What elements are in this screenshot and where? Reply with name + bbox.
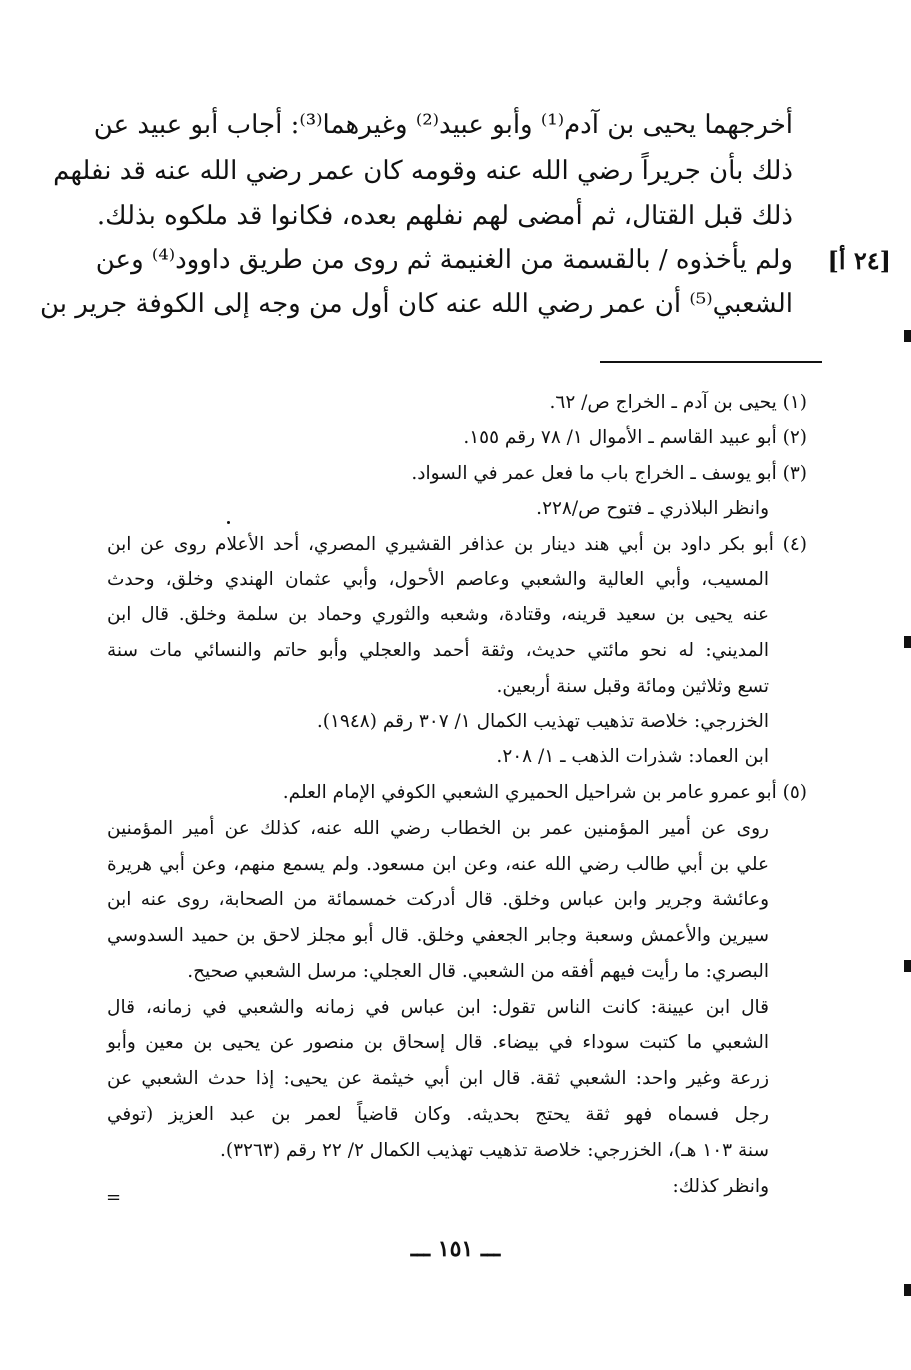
footnote-line: (١) يحيى بن آدم ـ الخراج ص/ ٦٢. xyxy=(549,392,807,413)
footnote-line: الخزرجي: خلاصة تذهيب تهذيب الكمال ١/ ٣٠٧ رقم (١٩٤٨). xyxy=(316,711,769,732)
folio-margin-note: [٢٤ أ] xyxy=(827,246,891,275)
footnote-line: وعائشة وجرير وابن عباس وخلق. قال أدركت خمسمائة من الصحابة، روى عنه ابن xyxy=(107,889,769,910)
footnote-line: (٤) أبو بكر داود بن أبي هند دينار بن عذافر القشيري المصري، أحد الأعلام روى عن ابن xyxy=(107,534,807,555)
footnote-line: ابن العماد: شذرات الذهب ـ ١/ ٢٠٨. xyxy=(496,746,769,767)
scan-edge-mark xyxy=(904,960,911,972)
footnote-line: روى عن أمير المؤمنين عمر بن الخطاب رضي الله عنه، كذلك عن أمير المؤمنين xyxy=(107,818,769,839)
footnote-line: علي بن أبي طالب رضي الله عنه، وعن ابن مسعود. ولم يسمع منهم، وعن أبي هريرة xyxy=(107,854,769,875)
scan-edge-mark xyxy=(904,330,911,342)
main-text-line: الشعبي⁽⁵⁾ أن عمر رضي الله عنه كان أول من وجه إلى الكوفة جرير بن xyxy=(39,289,793,319)
footnote-line: الشعبي ما كتبت سوداء في بيضاء. قال إسحاق بن منصور عن يحيى بن معين وأبو xyxy=(107,1032,769,1053)
footnote-line: وانظر كذلك: xyxy=(672,1176,769,1197)
footnote-line: (٣) أبو يوسف ـ الخراج باب ما فعل عمر في السواد. xyxy=(411,463,807,484)
footnote-line: المسيب، وأبي العالية والشعبي وعاصم الأحول، وأبي عثمان الهندي وخلق، وحدث xyxy=(107,569,769,590)
footnote-line: رجل فسماه فهو ثقة يحتج بحديثه. وكان قاضياً لعمر بن عبد العزيز (توفي xyxy=(107,1104,769,1125)
scan-edge-mark xyxy=(904,1284,911,1296)
main-text-line: ذلك بأن جريراً رضي الله عنه وقومه كان عمر رضي الله عنه قد نفلهم xyxy=(53,156,793,186)
main-text-line: ذلك قبل القتال، ثم أمضى لهم نفلهم بعده، فكانوا قد ملكوه بذلك. xyxy=(96,201,793,231)
footnote-line: وانظر البلاذري ـ فتوح ص/٢٢٨. xyxy=(536,498,769,519)
footnote-line: سنة ١٠٣ هـ)، الخزرجي: خلاصة تذهيب تهذيب الكمال ٢/ ٢٢ رقم (٣٢٦٣). xyxy=(220,1140,769,1161)
scan-edge-mark xyxy=(904,636,911,648)
footnote-line: تسع وثلاثين ومائة وقبل سنة أربعين. xyxy=(496,676,769,697)
main-text-line: أخرجهما يحيى بن آدم⁽¹⁾ وأبو عبيد⁽²⁾ وغيرهما⁽³⁾: أجاب أبو عبيد عن xyxy=(93,110,793,140)
footnote-line: (٥) أبو عمرو عامر بن شراحيل الحميري الشعبي الكوفي الإمام العلم. xyxy=(282,782,807,803)
scan-speck xyxy=(227,521,230,524)
footnote-line: زرعة وغير واحد: الشعبي ثقة. قال ابن أبي خيثمة عن يحيى: إذا حدث الشعبي عن xyxy=(107,1068,769,1089)
footnote-separator xyxy=(600,361,822,363)
footnote-line: المديني: له نحو مائتي حديث، وثقة أحمد والعجلي وأبو حاتم والنسائي مات سنة xyxy=(107,640,769,661)
continuation-mark: = xyxy=(106,1187,122,1208)
footnote-line: قال ابن عيينة: كانت الناس تقول: ابن عباس في زمانه والشعبي في زمانه، قال xyxy=(107,997,769,1018)
main-text-line: ولم يأخذوه / بالقسمة من الغنيمة ثم روى من طريق داوود⁽⁴⁾ وعن xyxy=(95,245,793,275)
page-number: ـــ ١٥١ ـــ xyxy=(410,1236,501,1262)
footnote-line: عنه يحيى بن سعيد قرينه، وقتادة، وشعبه والثوري وحماد بن سلمة وخلق. قال ابن xyxy=(107,604,769,625)
footnote-line: سيرين والأعمش وسعبة وجابر الجعفي وخلق. قال أبو مجلز لاحق بن حميد السدوسي xyxy=(107,925,769,946)
footnote-line: البصري: ما رأيت فيهم أفقه من الشعبي. قال العجلي: مرسل الشعبي صحيح. xyxy=(187,961,769,982)
footnote-line: (٢) أبو عبيد القاسم ـ الأموال ١/ ٧٨ رقم ١٥٥. xyxy=(463,427,807,448)
